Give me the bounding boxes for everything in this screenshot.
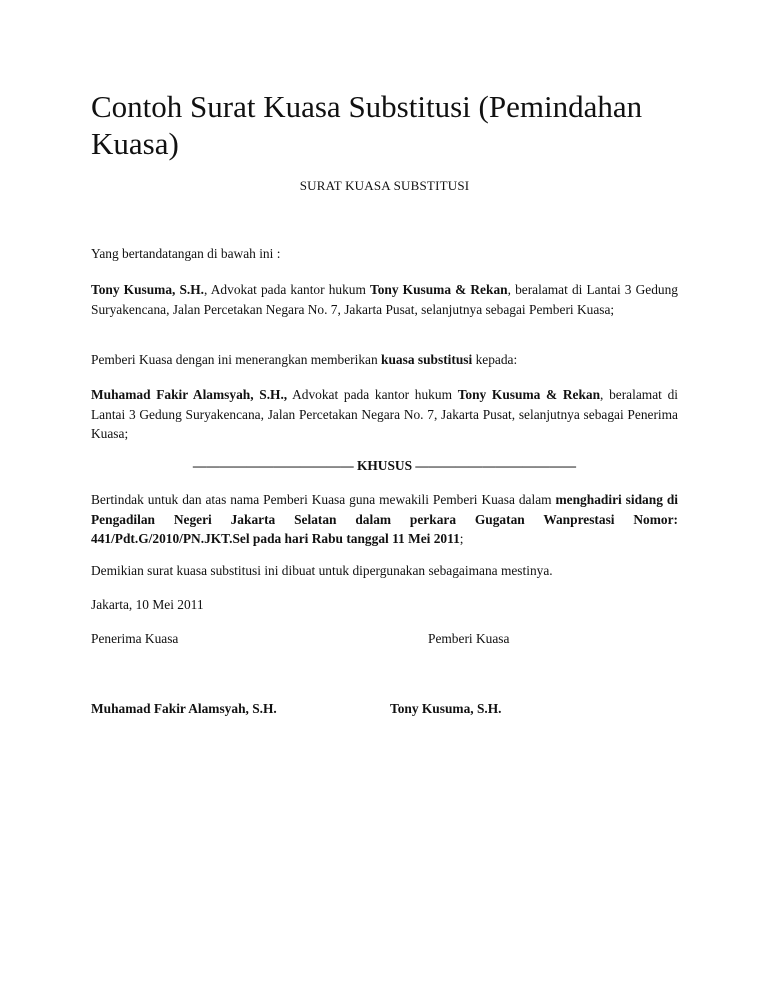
- grantee-text-2: , beralamat di Lantai 3 Gedung Suryakencana, Jalan Percetakan Negara No. 7, Jakarta Pusat, selanjutnya sebagai Penerima Kuasa;: [91, 387, 678, 442]
- statement-text-2: kepada:: [472, 352, 518, 367]
- grantee-text-1: Advokat pada kantor hukum: [287, 387, 458, 402]
- grantee-signature-label: Penerima Kuasa: [91, 631, 179, 646]
- grantee-paragraph: [91, 385, 678, 444]
- grantee-name: Muhamad Fakir Alamsyah, S.H.,: [91, 387, 288, 402]
- closing-text: Demikian surat kuasa substitusi ini dibuat untuk dipergunakan sebagaimana mestinya.: [91, 563, 553, 578]
- grantee-signature-name: Muhamad Fakir Alamsyah, S.H.: [91, 701, 277, 716]
- purpose-paragraph: [91, 490, 678, 549]
- grantor-signature-name: Tony Kusuma, S.H.: [390, 701, 502, 716]
- grantor-name: Tony Kusuma, S.H.: [91, 282, 205, 297]
- intro-text: Yang bertandatangan di bawah ini :: [91, 246, 281, 261]
- grantor-text-2: , beralamat di Lantai 3 Gedung Suryakencana, Jalan Percetakan Negara No. 7, Jakarta Pusat, selanjutnya sebagai Pemberi Kuasa;: [91, 282, 678, 317]
- grantee-firm: Tony Kusuma & Rekan: [457, 387, 601, 402]
- purpose-text-1: Bertindak untuk dan atas nama Pemberi Kuasa guna mewakili Pemberi Kuasa dalam: [91, 492, 556, 507]
- purpose-text-2: ;: [459, 531, 464, 547]
- page-title: Contoh Surat Kuasa Substitusi (Pemindahan Kuasa): [91, 89, 643, 161]
- grantor-paragraph: [91, 280, 678, 319]
- statement-paragraph: [91, 350, 678, 370]
- grantor-firm: Tony Kusuma & Rekan: [370, 282, 508, 297]
- purpose-bold: menghadiri sidang di Pengadilan Negeri Jakarta Selatan dalam perkara Gugatan Wanprestasi Nomor: 441/Pdt.G/2010/PN.JKT.Sel pada hari Rabu tanggal 11 Mei 2011: [91, 492, 678, 547]
- place-date: Jakarta, 10 Mei 2011: [91, 597, 204, 612]
- statement-text-1: Pemberi Kuasa dengan ini menerangkan memberikan: [91, 352, 382, 367]
- statement-bold: kuasa substitusi: [381, 352, 473, 367]
- letter-subject: SURAT KUASA SUBSTITUSI: [299, 178, 470, 193]
- grantor-text-1: , Advokat pada kantor hukum: [204, 282, 370, 297]
- khusus-label: ———————————— KHUSUS ————————————: [192, 458, 577, 473]
- grantor-signature-label: Pemberi Kuasa: [428, 631, 510, 646]
- khusus-divider: [91, 456, 678, 476]
